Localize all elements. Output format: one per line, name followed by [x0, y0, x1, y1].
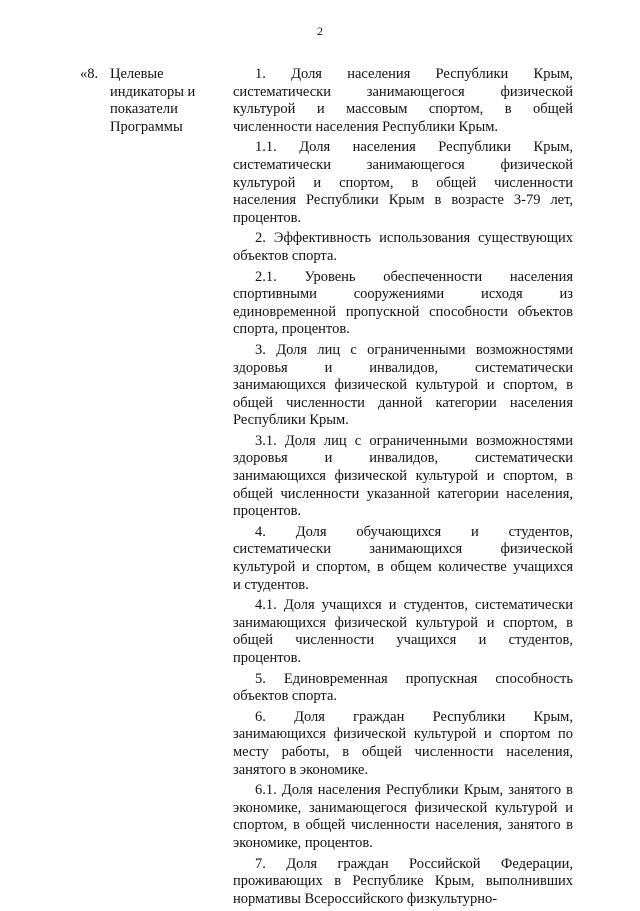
paragraph-line: 7. Доля граждан Российской Федерации,: [255, 855, 573, 872]
paragraph-line: культурой и массовым спортом, в общей: [233, 101, 573, 118]
paragraph-line: культурой и спортом, в общем количестве учащихся: [233, 559, 573, 576]
indicator-paragraph: [233, 597, 573, 667]
indicator-paragraph: [233, 524, 573, 594]
paragraph-line: 3.1. Доля лиц с ограниченными возможностями: [255, 432, 573, 449]
row-number: «8.: [80, 66, 99, 82]
paragraph-line: общей численности учащихся и студентов,: [233, 632, 573, 649]
paragraph-line: 2.1. Уровень обеспеченности населения: [255, 268, 573, 285]
paragraph-line: 3. Доля лиц с ограниченными возможностями: [255, 341, 573, 358]
paragraph-line: 6. Доля граждан Республики Крым,: [255, 708, 573, 725]
paragraph-line: 1.1. Доля населения Республики Крым,: [255, 139, 573, 156]
row-label-line: показатели: [110, 101, 178, 118]
row-label-line: Программы: [110, 118, 183, 135]
indicator-paragraph: [233, 433, 573, 521]
paragraph-line: занимающихся физической культурой и спортом, в: [233, 377, 573, 394]
indicator-paragraph: [233, 230, 573, 265]
paragraph-line: систематически занимающегося физической: [233, 156, 573, 173]
indicator-paragraph: [233, 139, 573, 227]
paragraph-line: процентов.: [233, 209, 302, 226]
paragraph-line: занимающихся физической культурой и спортом по: [233, 726, 573, 743]
paragraph-line: здоровья и инвалидов, систематически: [233, 359, 573, 376]
paragraph-line: процентов.: [233, 650, 302, 666]
paragraph-line: 4. Доля обучающихся и студентов,: [255, 523, 573, 540]
row-label: [110, 66, 220, 136]
paragraph-line: нормативы Всероссийского физкультурно-: [233, 890, 498, 907]
row-content: [233, 66, 573, 911]
paragraph-line: систематически занимающегося физической: [233, 83, 573, 100]
page-number: 2: [317, 24, 323, 38]
row-label-line: Целевые: [110, 66, 164, 82]
paragraph-line: занимающихся физической культурой и спортом, в: [233, 468, 573, 485]
paragraph-line: здоровья и инвалидов, систематически: [233, 450, 573, 467]
paragraph-line: общей численности указанной категории населения,: [233, 485, 573, 502]
indicator-paragraph: [233, 269, 573, 339]
paragraph-line: численности населения Республики Крым.: [233, 118, 499, 135]
paragraph-line: занятого в экономике.: [233, 761, 369, 778]
paragraph-line: проживающих в Республике Крым, выполнивших: [233, 873, 573, 890]
paragraph-line: единовременной пропускной способности объектов: [233, 303, 573, 320]
paragraph-line: объектов спорта.: [233, 688, 337, 705]
paragraph-line: Республики Крым.: [233, 412, 349, 429]
paragraph-line: населения Республики Крым в возрасте 3-79 лет,: [233, 192, 573, 209]
paragraph-line: общей численности данной категории населения: [233, 394, 573, 411]
paragraph-line: экономике, занимающегося физической культурой и: [233, 799, 573, 816]
indicator-paragraph: [233, 671, 573, 706]
paragraph-line: культурой и спортом, в общей численности: [233, 174, 573, 191]
paragraph-line: экономике, процентов.: [233, 834, 373, 851]
paragraph-line: объектов спорта.: [233, 247, 337, 264]
paragraph-line: 4.1. Доля учащихся и студентов, систематически: [255, 597, 573, 614]
paragraph-line: 5. Единовременная пропускная способность: [255, 670, 573, 687]
indicator-paragraph: [233, 856, 573, 909]
paragraph-line: 2. Эффективность использования существующих: [255, 230, 573, 247]
indicator-paragraph: [233, 66, 573, 136]
indicator-paragraph: [233, 709, 573, 779]
paragraph-line: месту работы, в общей численности населения,: [233, 743, 573, 760]
row-label-line: индикаторы и: [110, 83, 196, 100]
paragraph-line: процентов.: [233, 503, 302, 520]
paragraph-line: систематически занимающихся физической: [233, 541, 573, 558]
paragraph-line: спортом, в общей численности населения, занятого в: [233, 817, 573, 834]
paragraph-line: спорта, процентов.: [233, 321, 350, 338]
paragraph-line: спортивными сооружениями исходя из: [233, 286, 573, 303]
indicator-paragraph: [233, 342, 573, 430]
paragraph-line: 6.1. Доля населения Республики Крым, занятого в: [255, 782, 573, 799]
paragraph-line: и студентов.: [233, 576, 309, 593]
paragraph-line: 1. Доля населения Республики Крым,: [255, 66, 573, 82]
indicator-paragraph: [233, 782, 573, 852]
paragraph-line: занимающихся физической культурой и спортом, в: [233, 614, 573, 631]
